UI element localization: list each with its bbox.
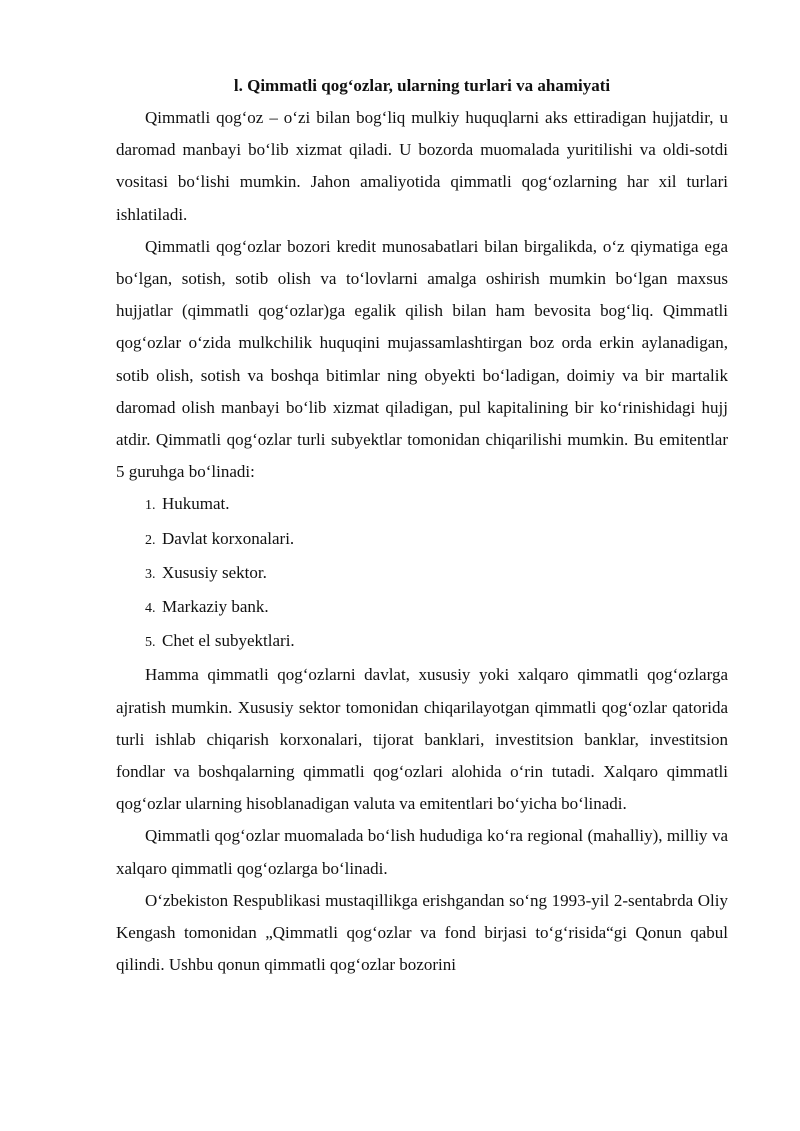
document-body <box>116 70 728 981</box>
list-item-number: 1. <box>145 498 156 514</box>
list-item <box>116 523 728 557</box>
paragraph-territory: Qimmatli qog‘ozlar muomalada bo‘lish hududiga ko‘ra regional (mahalliy), milliy va xalqaro qimmatli qog‘ozlarga bo‘linadi. <box>116 826 728 878</box>
paragraph-classification: Hamma qimmatli qog‘ozlarni davlat, xususiy yoki xalqaro qimmatli qog‘ozlarga ajratish mumkin. Xususiy sektor tomonidan chiqarilayotgan qimmatli qog‘ozlar qatorida turli ishlab chiqarish korxonalari, tijorat banklari, investitsion banklar, investitsion fondlar va boshqalarning qimmatli qog‘ozlari alohida o‘rin tutadi. Xalqaro qimmatli qog‘ozlar ularning hisoblanadigan valuta va emitentlari bo‘yicha bo‘linadi. <box>116 665 728 814</box>
paragraph-definition: Qimmatli qog‘oz – o‘zi bilan bog‘liq mulkiy huquqlarni aks ettiradigan hujjatdir, u daromad manbayi bo‘lib xizmat qiladi. U bozorda muomalada yuritilishi va oldi-sotdi vositasi bo‘lishi mumkin. Jahon amaliyotida qimmatli qog‘ozlarning har xil turlari ishlatiladi. <box>116 108 728 224</box>
list-item-text: Xususiy sektor. <box>162 562 267 582</box>
list-item-text: Davlat korxonalari. <box>162 528 295 548</box>
issuer-list <box>116 488 728 659</box>
list-item <box>116 557 728 591</box>
list-item-number: 4. <box>145 601 156 617</box>
list-item <box>116 591 728 625</box>
list-item-text: Markaziy bank. <box>162 597 269 617</box>
paragraph-market: Qimmatli qog‘ozlar bozori kredit munosabatlari bilan birgalikda, o‘z qiymatiga ega bo‘lgan, sotish, sotib olish va to‘lovlarni amalga oshirish mumkin bo‘lgan maxsus hujjatlar (qimmatli qog‘ozlar)ga egalik qilish bilan ham bevosita bog‘liq. Qimmatli qog‘ozlar o‘zida mulkchilik huquqini mujassamlashtirgan boz orda erkin aylanadigan, sotib olish, sotish va boshqa bitimlar ning obyekti bo‘ladigan, doimiy va bir martalik daromad olish manbayi bo‘lib xizmat qiladigan, pul kapitalining bir ko‘rinishidagi hujj atdir. Qimmatli qog‘ozlar turli subyektlar tomonidan chiqarilishi mumkin. Bu emitentlar 5 guruhga bo‘linadi: <box>116 236 728 482</box>
section-title: l. Qimmatli qog‘ozlar, ularning turlari va ahamiyati <box>233 76 611 95</box>
list-item-text: Chet el subyektlari. <box>162 631 295 651</box>
list-item-number: 2. <box>145 532 156 548</box>
list-item-number: 5. <box>145 635 156 651</box>
list-item <box>116 488 728 522</box>
paragraph-law: O‘zbekiston Respublikasi mustaqillikga erishgandan so‘ng 1993-yil 2-sentabrda Oliy Kengash tomonidan „Qimmatli qog‘ozlar va fond birjasi to‘g‘risida“gi Qonun qabul qilindi. Ushbu qonun qimmatli qog‘ozlar bozorini <box>116 890 728 975</box>
list-item <box>116 625 728 659</box>
list-item-number: 3. <box>145 566 156 582</box>
list-item-text: Hukumat. <box>162 494 230 514</box>
